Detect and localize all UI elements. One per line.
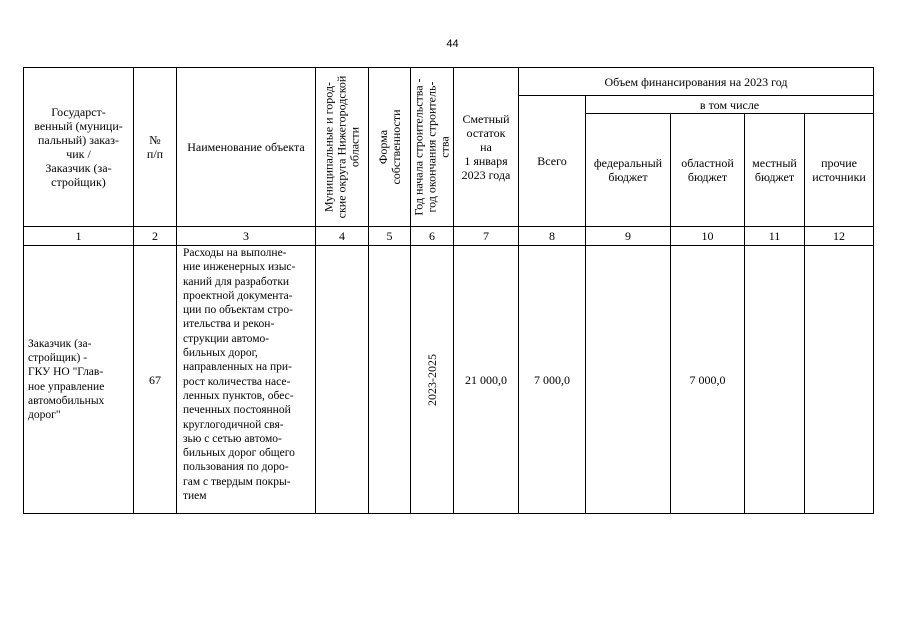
column-number: 2	[134, 227, 177, 246]
column-number: 9	[586, 227, 671, 246]
column-number: 11	[745, 227, 805, 246]
cell-ownership	[369, 246, 411, 514]
header-ownership: Форма собственности	[369, 68, 411, 227]
column-number: 7	[454, 227, 519, 246]
header-federal: федеральный бюджет	[586, 114, 671, 227]
column-number: 5	[369, 227, 411, 246]
cell-regional: 7 000,0	[671, 246, 745, 514]
header-financing: Объем финансирования на 2023 год	[519, 68, 874, 96]
table-row	[24, 246, 874, 514]
cell-federal	[586, 246, 671, 514]
header-name: Наименование объекта	[177, 68, 316, 227]
header-estimate: Сметный остаток на 1 января 2023 года	[454, 68, 519, 227]
financing-table	[23, 67, 874, 514]
header-total: Всего	[519, 96, 586, 227]
header-years: Год начала строительства - год окончания строитель- ства	[411, 68, 454, 227]
column-number: 1	[24, 227, 134, 246]
column-number: 3	[177, 227, 316, 246]
column-number: 8	[519, 227, 586, 246]
column-number: 6	[411, 227, 454, 246]
cell-name: Расходы на выполне- ние инженерных изыс- каний для разработки проектной документа- ции по объектам стро- ительства и рекон- струкции автомо- бильных дорог, направленных на при- рост количества насе- ленных пунктов, обес- печенных постоянной круглогодичной свя- зью с сетью автомо- бильных дорог общего пользования по доро- гам с твердым покры- тием	[177, 246, 316, 514]
header-including: в том числе	[586, 96, 874, 114]
header-other: прочие источники	[805, 114, 874, 227]
cell-years-text: 2023-2025	[425, 353, 439, 406]
cell-estimate: 21 000,0	[454, 246, 519, 514]
column-number-row	[24, 227, 874, 246]
column-number: 12	[805, 227, 874, 246]
cell-customer: Заказчик (за- стройщик) - ГКУ НО "Глав- ное управление автомобильных дорог"	[24, 246, 134, 514]
header-customer: Государст- венный (муници- пальный) заказ- чик / Заказчик (за- стройщик)	[24, 68, 134, 227]
header-num: № п/п	[134, 68, 177, 227]
header-local: местный бюджет	[745, 114, 805, 227]
cell-municipality	[316, 246, 369, 514]
page-number: 44	[446, 38, 459, 50]
header-municipality: Муниципальные и город- ские округа Нижегородской области	[316, 68, 369, 227]
cell-total: 7 000,0	[519, 246, 586, 514]
cell-years	[411, 246, 454, 514]
column-number: 4	[316, 227, 369, 246]
column-number: 10	[671, 227, 745, 246]
cell-num: 67	[134, 246, 177, 514]
header-regional: областной бюджет	[671, 114, 745, 227]
cell-local	[745, 246, 805, 514]
cell-other	[805, 246, 874, 514]
